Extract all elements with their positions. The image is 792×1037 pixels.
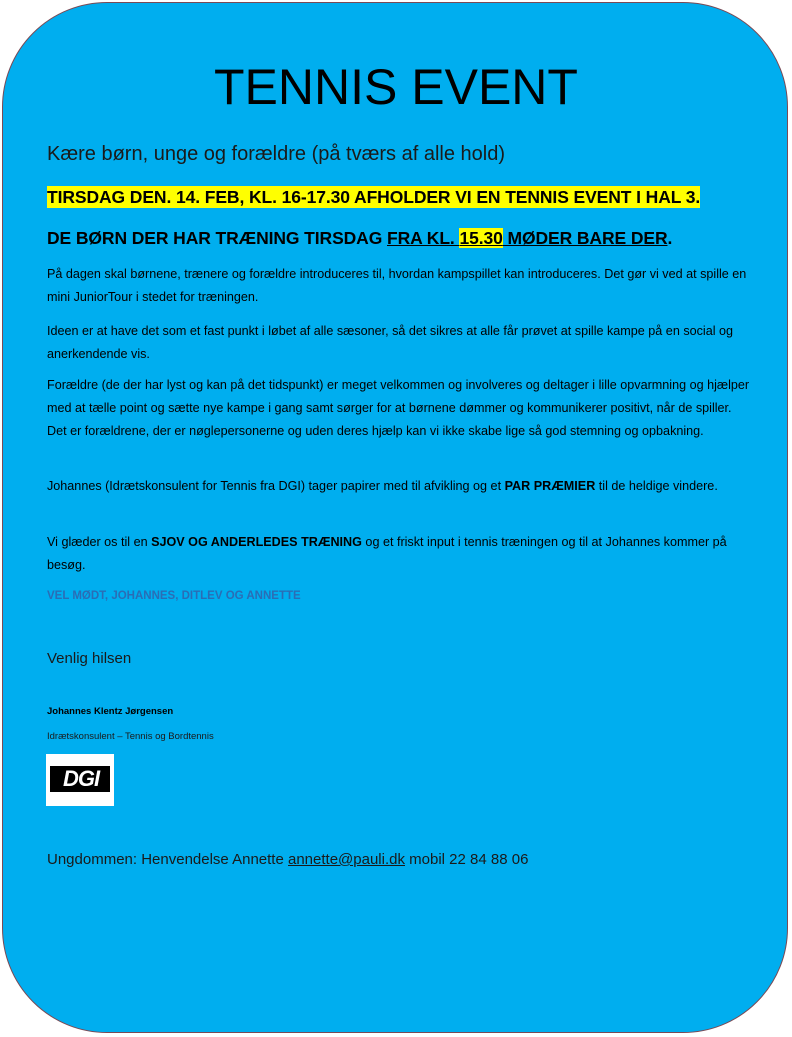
paragraph4-before: Johannes (Idrætskonsulent for Tennis fra DGI) tager papirer med til afvikling og et (47, 479, 505, 493)
paragraph-prizes (47, 475, 752, 498)
paragraph5-after: og et friskt input i tennis træningen og til at Johannes kommer på besøg. (47, 535, 727, 572)
paragraph-idea: Ideen er at have det som et fast punkt i løbet af alle sæsoner, så det sikres at alle får prøvet at spille kampe på en social og anerkendende vis. (47, 324, 734, 361)
headline2-part4: MØDER BARE DER (502, 228, 668, 248)
contact-line (47, 851, 528, 868)
contact-before: Ungdommen: Henvendelse Annette (47, 851, 288, 868)
headline2-part5: . (667, 228, 673, 248)
headline2-highlight-time: 15.30 (459, 228, 503, 248)
greeting-line: Kære børn, unge og forældre (på tværs af alle hold) (47, 143, 505, 165)
event-date-headline (47, 187, 700, 208)
contact-after: mobil 22 84 88 06 (404, 851, 529, 868)
signature-name: Johannes Klentz Jørgensen (47, 706, 174, 717)
dgi-logo (46, 754, 114, 806)
meeting-time-headline (47, 228, 672, 249)
dgi-logo-text: DGI (62, 766, 100, 791)
paragraph-lookforward (47, 531, 752, 577)
paragraph4-after: til de heldige vindere. (595, 479, 718, 493)
highlighted-date-text: TIRSDAG DEN. 14. FEB, KL. 16-17.30 AFHOLDER VI EN TENNIS EVENT I HAL 3. (47, 187, 701, 207)
paragraph-parents: Forældre (de der har lyst og kan på det tidspunkt) er meget velkommen og involveres og deltager i lille opvarmning og hjælper med at tælle point og sætte nye kampe i gang samt sørger for at børnene dømmer og kommunikerer positivt, når de spiller. Det er forældrene, der er nøglepersonerne og uden deres hjælp kan vi ikke skabe lige så god stemning og opbakning. (47, 378, 750, 438)
paragraph5-bold: SJOV OG ANDERLEDES TRÆNING (151, 535, 362, 549)
regards-text: Venlig hilsen (47, 650, 132, 667)
flyer-title: TENNIS EVENT (214, 59, 578, 115)
closing-line: VEL MØDT, JOHANNES, DITLEV OG ANNETTE (47, 590, 301, 602)
headline2-part2: FRA KL. (387, 228, 460, 248)
headline2-part1: DE BØRN DER HAR TRÆNING TIRSDAG (47, 228, 387, 248)
paragraph-intro: På dagen skal børnene, trænere og forældre introduceres til, hvordan kampspillet kan introduceres. Det gør vi ved at spille en mini JuniorTour i stedet for træningen. (47, 267, 747, 304)
contact-email-link[interactable]: annette@pauli.dk (288, 851, 405, 868)
paragraph4-bold: PAR PRÆMIER (504, 479, 596, 493)
signature-title: Idrætskonsulent – Tennis og Bordtennis (47, 731, 214, 742)
paragraph5-before: Vi glæder os til en (47, 535, 152, 549)
